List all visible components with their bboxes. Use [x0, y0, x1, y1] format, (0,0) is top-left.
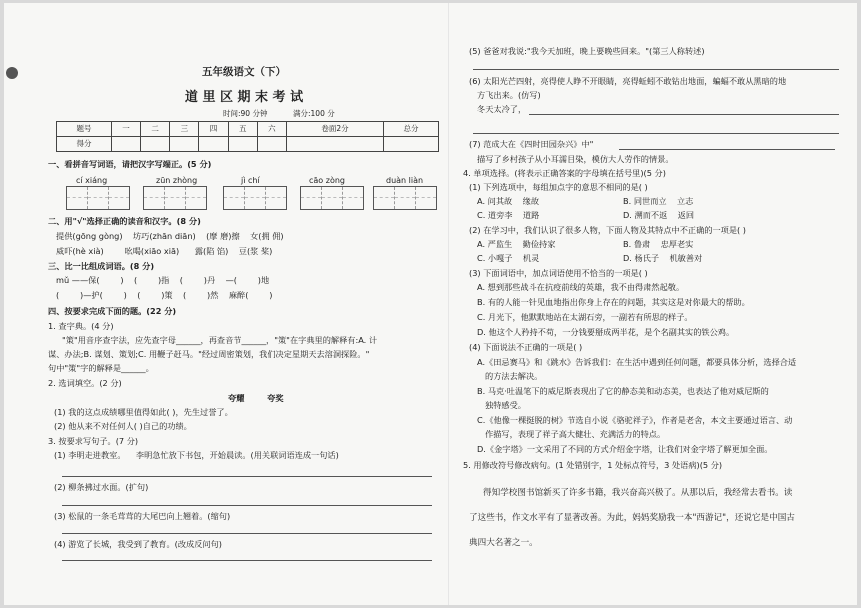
choice-option: B. 鲁肃 忠厚老实: [623, 239, 694, 249]
choice-question: (3) 下面词语中，加点词语使用不恰当的一项是( ): [469, 268, 648, 278]
choice-option: B. 有的人能一针见血地指出你身上存在的问题，其实这是对你最大的帮助。: [477, 297, 750, 307]
choice-option: D. 杨氏子 机敏善对: [623, 253, 703, 263]
choice-option: D. 溯而不返 返回: [623, 210, 695, 220]
writing-grid[interactable]: [66, 186, 130, 210]
left-column: [48, 3, 440, 605]
score-input-cell[interactable]: [384, 137, 439, 152]
score-cell: 六: [257, 122, 286, 137]
binding-hole: [6, 67, 18, 79]
score-table-score-row: [57, 137, 439, 152]
choice-option: A. 严监生 勤俭持家: [477, 239, 556, 249]
choice-option: A. 想到那些战斗在抗疫前线的英雄，我不由得肃然起敬。: [477, 282, 685, 292]
exam-sheet: [4, 3, 857, 605]
score-input-cell[interactable]: [170, 137, 199, 152]
q3-6-prompt: 冬天太冷了，: [477, 104, 527, 114]
revision-paragraph: 典四大名著之一。: [469, 538, 538, 548]
section2-heading: 二、用"√"选择正确的读音和汉字。(8 分): [48, 216, 201, 226]
answer-line[interactable]: [62, 476, 432, 477]
q3-5: (5) 爸爸对我说:"我今天加班，晚上要晚些回来。"(第三人称转述): [469, 46, 705, 56]
revision-paragraph: 了这些书，作文水平有了显著改善。为此，妈妈奖励我一本"西游记"，还说它是中国古: [469, 513, 795, 523]
q2-sentence: (2) 他从来不对任何人( )自己的功绩。: [54, 421, 192, 431]
choice-option: B. 马克·吐温笔下的威尼斯表现出了它的静态美和动态美，也表达了他对威尼斯的: [477, 386, 769, 396]
q3-item: (2) 柳条拂过水面。(扩句): [54, 482, 149, 492]
score-table: [56, 121, 439, 152]
score-cell: 三: [170, 122, 199, 137]
right-column: [463, 3, 847, 605]
score-input-cell[interactable]: [111, 137, 140, 152]
exam-full-score: 满分:100 分: [293, 109, 335, 118]
section4-heading: 四、按要求完成下面的题。(22 分): [48, 306, 177, 316]
pinyin-label: duàn liàn: [386, 176, 424, 185]
section3-heading: 三、比一比组成词语。(8 分): [48, 261, 155, 271]
answer-line[interactable]: [473, 133, 839, 134]
score-cell: 得分: [57, 137, 112, 152]
column-divider: [448, 3, 449, 605]
grade-title: 五年级语文（下）: [202, 66, 286, 78]
q3-6: (6) 太阳光芒四射，亮得使人睁不开眼睛，亮得蚯蚓不敢钻出地面，蝙蝠不敢从黑暗的地: [469, 76, 787, 86]
score-input-cell[interactable]: [141, 137, 170, 152]
writing-grid[interactable]: [143, 186, 207, 210]
q2-word-choices: 夸耀 夸奖: [228, 393, 284, 403]
q3-title: 3. 按要求写句子。(7 分): [48, 436, 139, 446]
choice-option: D.《金字塔》一文采用了不同的方式介绍金字塔，让我们对金字塔了解更加全面。: [477, 444, 773, 454]
choice-option: 作描写，表现了祥子高大健壮、充满活力的特点。: [485, 429, 666, 439]
score-cell: 总分: [384, 122, 439, 137]
choice-option: 独特感受。: [485, 400, 526, 410]
exam-title: 道 里 区 期 末 考 试: [184, 90, 304, 105]
answer-line[interactable]: [473, 69, 839, 70]
pinyin-label: cāo zòng: [309, 176, 345, 185]
choice-option: 的方法去解决。: [485, 371, 543, 381]
revision-heading: 5. 用修改符号修改病句。(1 处错别字，1 处标点符号，3 处语病)(5 分): [463, 460, 723, 470]
score-cell: 五: [228, 122, 257, 137]
q3-item: (3) 松鼠的一条毛茸茸的大尾巴向上翘着。(缩句): [54, 511, 231, 521]
choice-option: C. 道旁李 道路: [477, 210, 540, 220]
score-cell: 一: [111, 122, 140, 137]
q1-title: 1. 查字典。(4 分): [48, 321, 114, 331]
choice-option: A. 问其故 缘故: [477, 196, 540, 206]
choice-option: C.《他像一棵挺脱的树》节选自小说《骆驼祥子》，作者是老舍，本文主要通过语言、动: [477, 415, 793, 425]
writing-grid[interactable]: [300, 186, 364, 210]
writing-grid[interactable]: [223, 186, 287, 210]
q3-7: (7) 范成大在《四时田园杂兴》中": [469, 139, 594, 149]
q3-item: (1) 李明走进教室。 李明急忙放下书包，开始晨读。(用关联词语连成一句话): [54, 450, 339, 460]
score-input-cell[interactable]: [199, 137, 228, 152]
q1-text: "策"用音序查字法，应先查字母______，再查音节______，"策"在字典里的解释有:A. 计: [62, 335, 378, 345]
writing-grid[interactable]: [373, 186, 437, 210]
choice-option: C. 月光下，他默默地站在太湖石旁，一副若有所思的样子。: [477, 312, 693, 322]
answer-line[interactable]: [529, 114, 839, 115]
answer-line[interactable]: [62, 533, 432, 534]
revision-paragraph: 得知学校图书馆新买了许多书籍，我兴奋高兴极了。从那以后，我经常去看书。读: [483, 488, 793, 498]
answer-line[interactable]: [62, 505, 432, 506]
q3-6: 方飞出来。(仿写): [477, 90, 541, 100]
answer-line[interactable]: [619, 149, 835, 150]
score-cell: 题号: [57, 122, 112, 137]
score-input-cell[interactable]: [257, 137, 286, 152]
pinyin-label: cí xiáng: [76, 176, 108, 185]
section-choice-heading: 4. 单项选择。(将表示正确答案的字母填在括号里)(5 分): [463, 168, 666, 178]
pinyin-label: jì chí: [241, 176, 260, 185]
q3-7: 描写了乡村孩子从小耳濡目染，模仿大人劳作的情景。: [477, 154, 674, 164]
score-input-cell[interactable]: [286, 137, 383, 152]
choice-option: B. 同世而立 立志: [623, 196, 694, 206]
q1-text: 谋、办法;B. 谋划、策划;C. 用鞭子赶马。"经过周密策划，我们决定星期天去溶洞探险。": [48, 349, 370, 359]
q2-sentence: (1) 我的这点成绩哪里值得如此( )，先生过誉了。: [54, 407, 233, 417]
choice-question: (2) 在学习中，我们认识了很多人物，下面人物及其特点中不正确的一项是( ): [469, 225, 747, 235]
section3-row: ( )—护( ) ( )策 ( )然 麻醉( ): [56, 290, 273, 300]
section1-heading: 一、看拼音写词语，请把汉字写端正。(5 分): [48, 159, 212, 169]
choice-question: (4) 下面说法不正确的一项是( ): [469, 342, 583, 352]
score-table-header-row: [57, 122, 439, 137]
pinyin-label: zūn zhòng: [156, 176, 198, 185]
exam-time: 时间:90 分钟: [223, 109, 268, 118]
score-input-cell[interactable]: [228, 137, 257, 152]
section2-row: 提供(gōng gòng) 坊巧(zhān diān) (摩 磨)擦 女(拥 佣): [56, 231, 284, 241]
choice-question: (1) 下列选项中，每组加点字的意思不相同的是( ): [469, 182, 648, 192]
score-cell: 二: [141, 122, 170, 137]
q1-text: 句中"策"字的解释是______。: [48, 363, 154, 373]
score-cell: 四: [199, 122, 228, 137]
answer-line[interactable]: [62, 560, 432, 561]
q3-item: (4) 游览了长城，我受到了教育。(改成反问句): [54, 539, 222, 549]
choice-option: C. 小嘎子 机灵: [477, 253, 540, 263]
section3-row: mǔ ——保( ) ( )指 ( )丹 —( )地: [56, 275, 270, 285]
choice-option: D. 他这个人矜持不苟，一分钱要掰成两半花，是个名副其实的铁公鸡。: [477, 327, 735, 337]
q2-title: 2. 选词填空。(2 分): [48, 378, 122, 388]
score-cell: 卷面2分: [286, 122, 383, 137]
section2-row: 威吓(hè xià) 吆喝(xiāo xiā) 露(陷 馅) 豆(浆 桨): [56, 246, 273, 256]
choice-option: A.《田忌赛马》和《跳水》告诉我们：在生活中遇到任何问题，都要具体分析，选择合适: [477, 357, 797, 367]
